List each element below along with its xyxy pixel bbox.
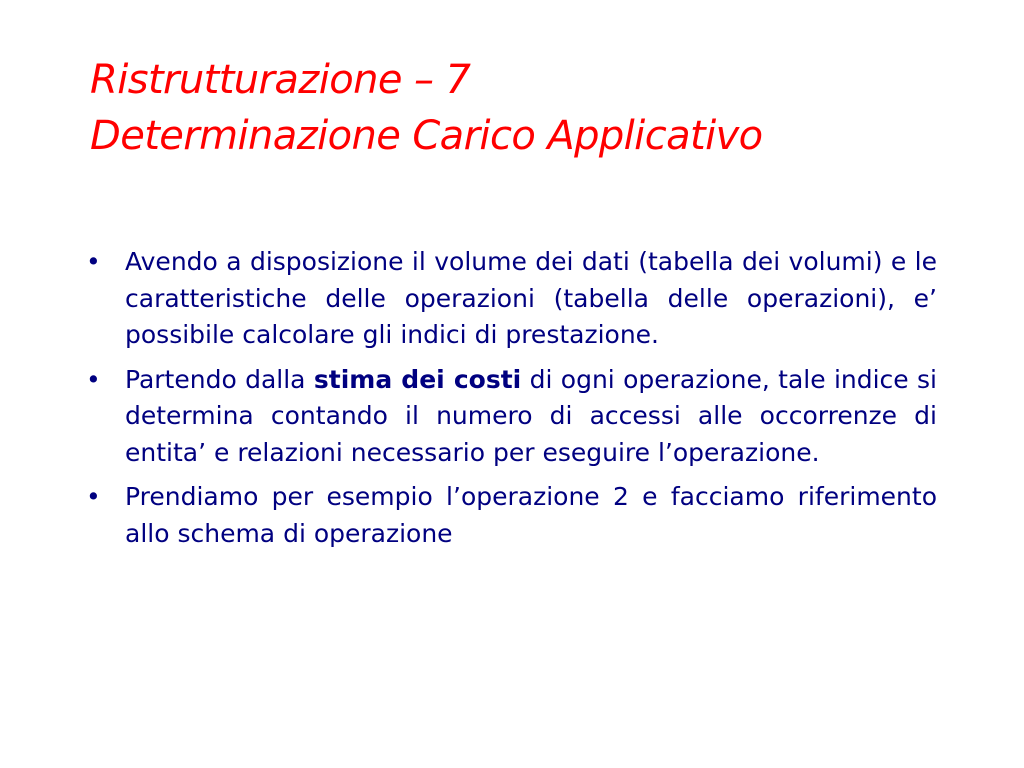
bullet-text-3: Prendiamo per esempio l’operazione 2 e facciamo riferimento allo schema di operazione xyxy=(125,482,937,548)
bullet-dot-icon: • xyxy=(86,247,101,276)
bullet-list xyxy=(86,244,937,560)
bullet-dot-icon: • xyxy=(86,482,101,511)
slide-title-line-1: Ristrutturazione – 7 xyxy=(90,57,471,103)
bullet-text-1: Avendo a disposizione il volume dei dati (tabella dei volumi) e le caratteristiche delle operazioni (tabella delle operazioni), e’ possibile calcolare gli indici di prestazione. xyxy=(125,247,937,349)
slide-title-line-2: Determinazione Carico Applicativo xyxy=(90,113,763,159)
bullet-dot-icon: • xyxy=(86,364,101,394)
bullet-item-3 xyxy=(86,479,937,552)
bullet-text-2 xyxy=(125,362,937,472)
bullet-text-2-after: di ogni operazione, tale indice si determina contando il numero di accessi alle occorrenze di entita’ e relazioni necessario per eseguire l’operazione. xyxy=(125,364,938,467)
bullet-item-1 xyxy=(86,244,937,354)
bullet-text-2-before: Partendo dalla xyxy=(125,364,314,394)
slide-title xyxy=(90,52,970,164)
bullet-text-2-bold: stima dei costi xyxy=(313,364,522,394)
bullet-item-2 xyxy=(86,362,937,472)
